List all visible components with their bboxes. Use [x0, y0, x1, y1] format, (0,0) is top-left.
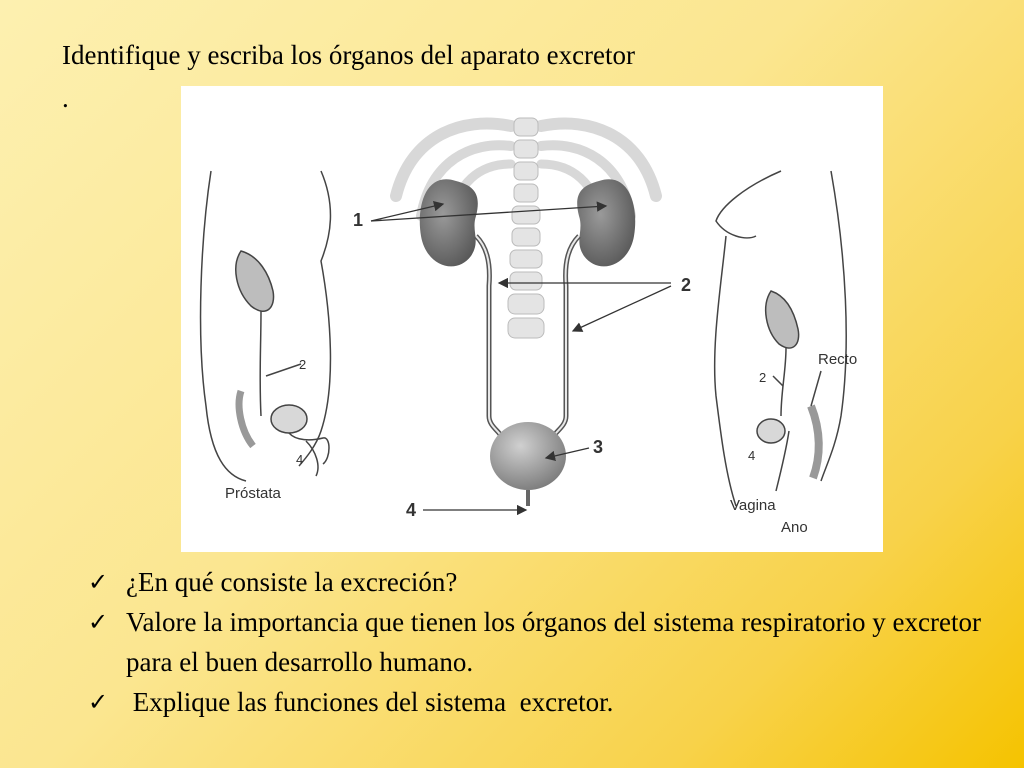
excretory-diagram: [181, 86, 883, 552]
check-icon: ✓: [88, 688, 109, 716]
female-side-view: [715, 171, 847, 506]
male-bladder: [271, 405, 307, 433]
question-item: [88, 562, 988, 602]
ureter-left-inner: [476, 236, 501, 436]
title-period: .: [62, 83, 69, 113]
question-list: [88, 562, 988, 722]
label-2: 2: [681, 275, 692, 295]
male-urethra: [289, 433, 329, 464]
female-breast-outline: [716, 171, 781, 238]
question-text: Valore la importancia que tienen los órganos del sistema respiratorio y excretor para el buen desarrollo humano.: [126, 607, 981, 677]
vagina-label: Vagina: [730, 497, 776, 514]
slide-title: Identifique y escriba los órganos del aparato excretor: [62, 40, 636, 70]
male-pointer-2: [266, 364, 301, 376]
female-front-outline: [715, 236, 736, 506]
female-bladder: [757, 419, 785, 443]
kidney-left: [420, 179, 478, 266]
pointer-2b: [573, 286, 671, 331]
male-side-view: [201, 171, 331, 481]
male-ureter: [260, 311, 261, 416]
prostata-label: Próstata: [225, 485, 281, 502]
female-back-outline: [821, 171, 846, 481]
label-1: 1: [353, 210, 364, 230]
male-label-2: 2: [299, 357, 307, 372]
female-label-2: 2: [759, 370, 767, 385]
label-3: 3: [593, 437, 604, 457]
central-anatomy: [353, 118, 691, 520]
male-body-outline: [201, 171, 246, 481]
label-4: 4: [406, 500, 417, 520]
female-rectum: [811, 406, 819, 478]
male-label-4: 4: [296, 452, 304, 467]
excretory-system-figure: [181, 86, 883, 552]
question-item: [88, 682, 988, 722]
question-text: Explique las funciones del sistema excretor.: [126, 687, 614, 717]
female-label-4: 4: [748, 448, 756, 463]
question-item: [88, 602, 988, 682]
kidney-right: [577, 179, 635, 266]
pointer-1b: [371, 206, 606, 221]
check-icon: ✓: [88, 568, 109, 596]
question-text: ¿En qué consiste la excreción?: [126, 567, 458, 597]
male-genital: [306, 441, 318, 476]
female-pointer-2: [773, 376, 783, 386]
male-kidney: [236, 251, 274, 311]
spine: [508, 118, 544, 338]
recto-label: Recto: [818, 351, 858, 368]
check-icon: ✓: [88, 608, 109, 636]
ano-label: Ano: [781, 519, 808, 536]
female-pointer-recto: [811, 371, 821, 406]
female-kidney: [766, 291, 799, 348]
ureter-right-inner: [554, 236, 579, 436]
male-rectum: [239, 391, 253, 446]
female-ureter: [781, 348, 786, 416]
